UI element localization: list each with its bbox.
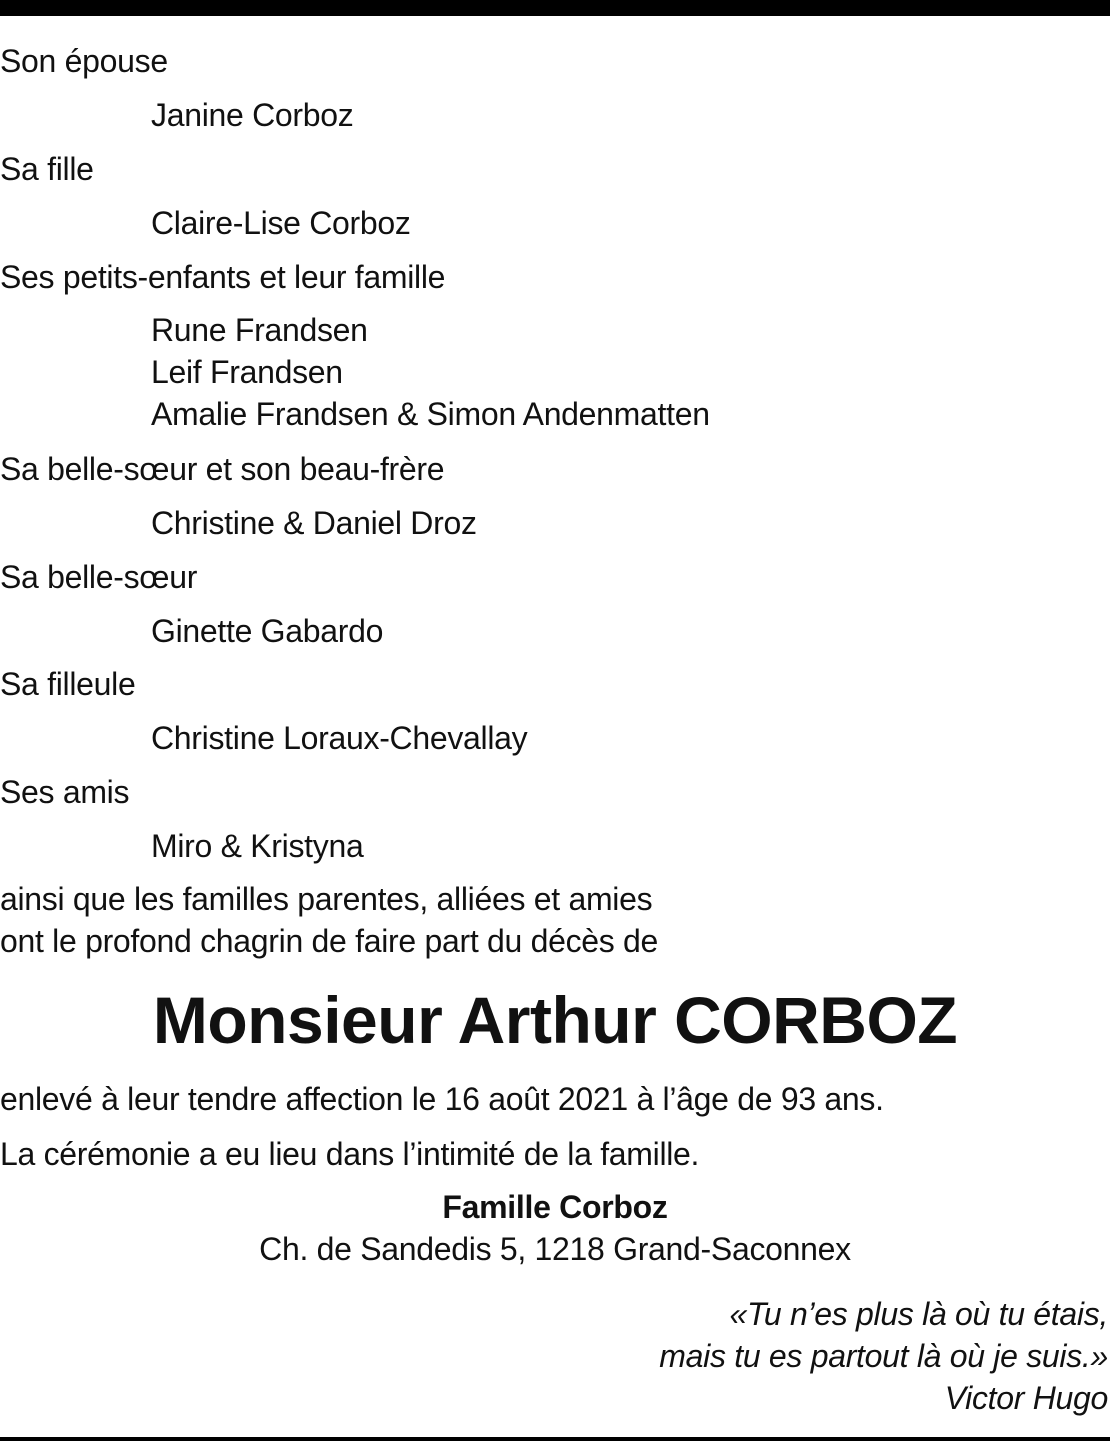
quote-block bbox=[659, 1293, 1108, 1419]
announcement-line-1: ainsi que les familles parentes, alliées et amies bbox=[0, 881, 653, 917]
name-friends: Miro & Kristyna bbox=[151, 828, 364, 864]
death-notice: enlevé à leur tendre affection le 16 août 2021 à l’âge de 93 ans. bbox=[0, 1081, 884, 1117]
ceremony-notice: La cérémonie a eu lieu dans l’intimité de la famille. bbox=[0, 1136, 700, 1172]
bottom-rule bbox=[0, 1437, 1110, 1441]
name-sister-brother-in-law: Christine & Daniel Droz bbox=[151, 505, 477, 541]
deceased-name: Monsieur Arthur CORBOZ bbox=[152, 983, 958, 1057]
name-grandchild: Rune Frandsen bbox=[151, 312, 368, 348]
relation-friends: Ses amis bbox=[0, 774, 130, 810]
family-address: Ch. de Sandedis 5, 1218 Grand-Saconnex bbox=[259, 1231, 851, 1267]
relation-daughter: Sa fille bbox=[0, 151, 94, 187]
quote-line-2: mais tu es partout là où je suis.» bbox=[659, 1338, 1108, 1374]
relation-grandchildren: Ses petits-enfants et leur famille bbox=[0, 259, 446, 295]
relation-sister-in-law: Sa belle-sœur bbox=[0, 559, 198, 595]
relation-goddaughter: Sa filleule bbox=[0, 666, 136, 702]
family-signature: Famille Corboz bbox=[442, 1189, 668, 1225]
name-grandchild: Leif Frandsen bbox=[151, 354, 343, 390]
name-spouse: Janine Corboz bbox=[151, 97, 354, 133]
name-goddaughter: Christine Loraux-Chevallay bbox=[151, 720, 528, 756]
relation-sister-brother-in-law: Sa belle-sœur et son beau-frère bbox=[0, 451, 445, 487]
name-grandchild: Amalie Frandsen & Simon Andenmatten bbox=[151, 396, 710, 432]
quote-author: Victor Hugo bbox=[944, 1380, 1108, 1416]
top-rule bbox=[0, 0, 1110, 16]
announcement-line-2: ont le profond chagrin de faire part du décès de bbox=[0, 923, 659, 959]
relation-spouse: Son épouse bbox=[0, 43, 168, 79]
grandchildren-list bbox=[151, 309, 710, 435]
name-daughter: Claire-Lise Corboz bbox=[151, 205, 411, 241]
quote-line-1: «Tu n’es plus là où tu étais, bbox=[729, 1296, 1108, 1332]
name-sister-in-law: Ginette Gabardo bbox=[151, 613, 384, 649]
